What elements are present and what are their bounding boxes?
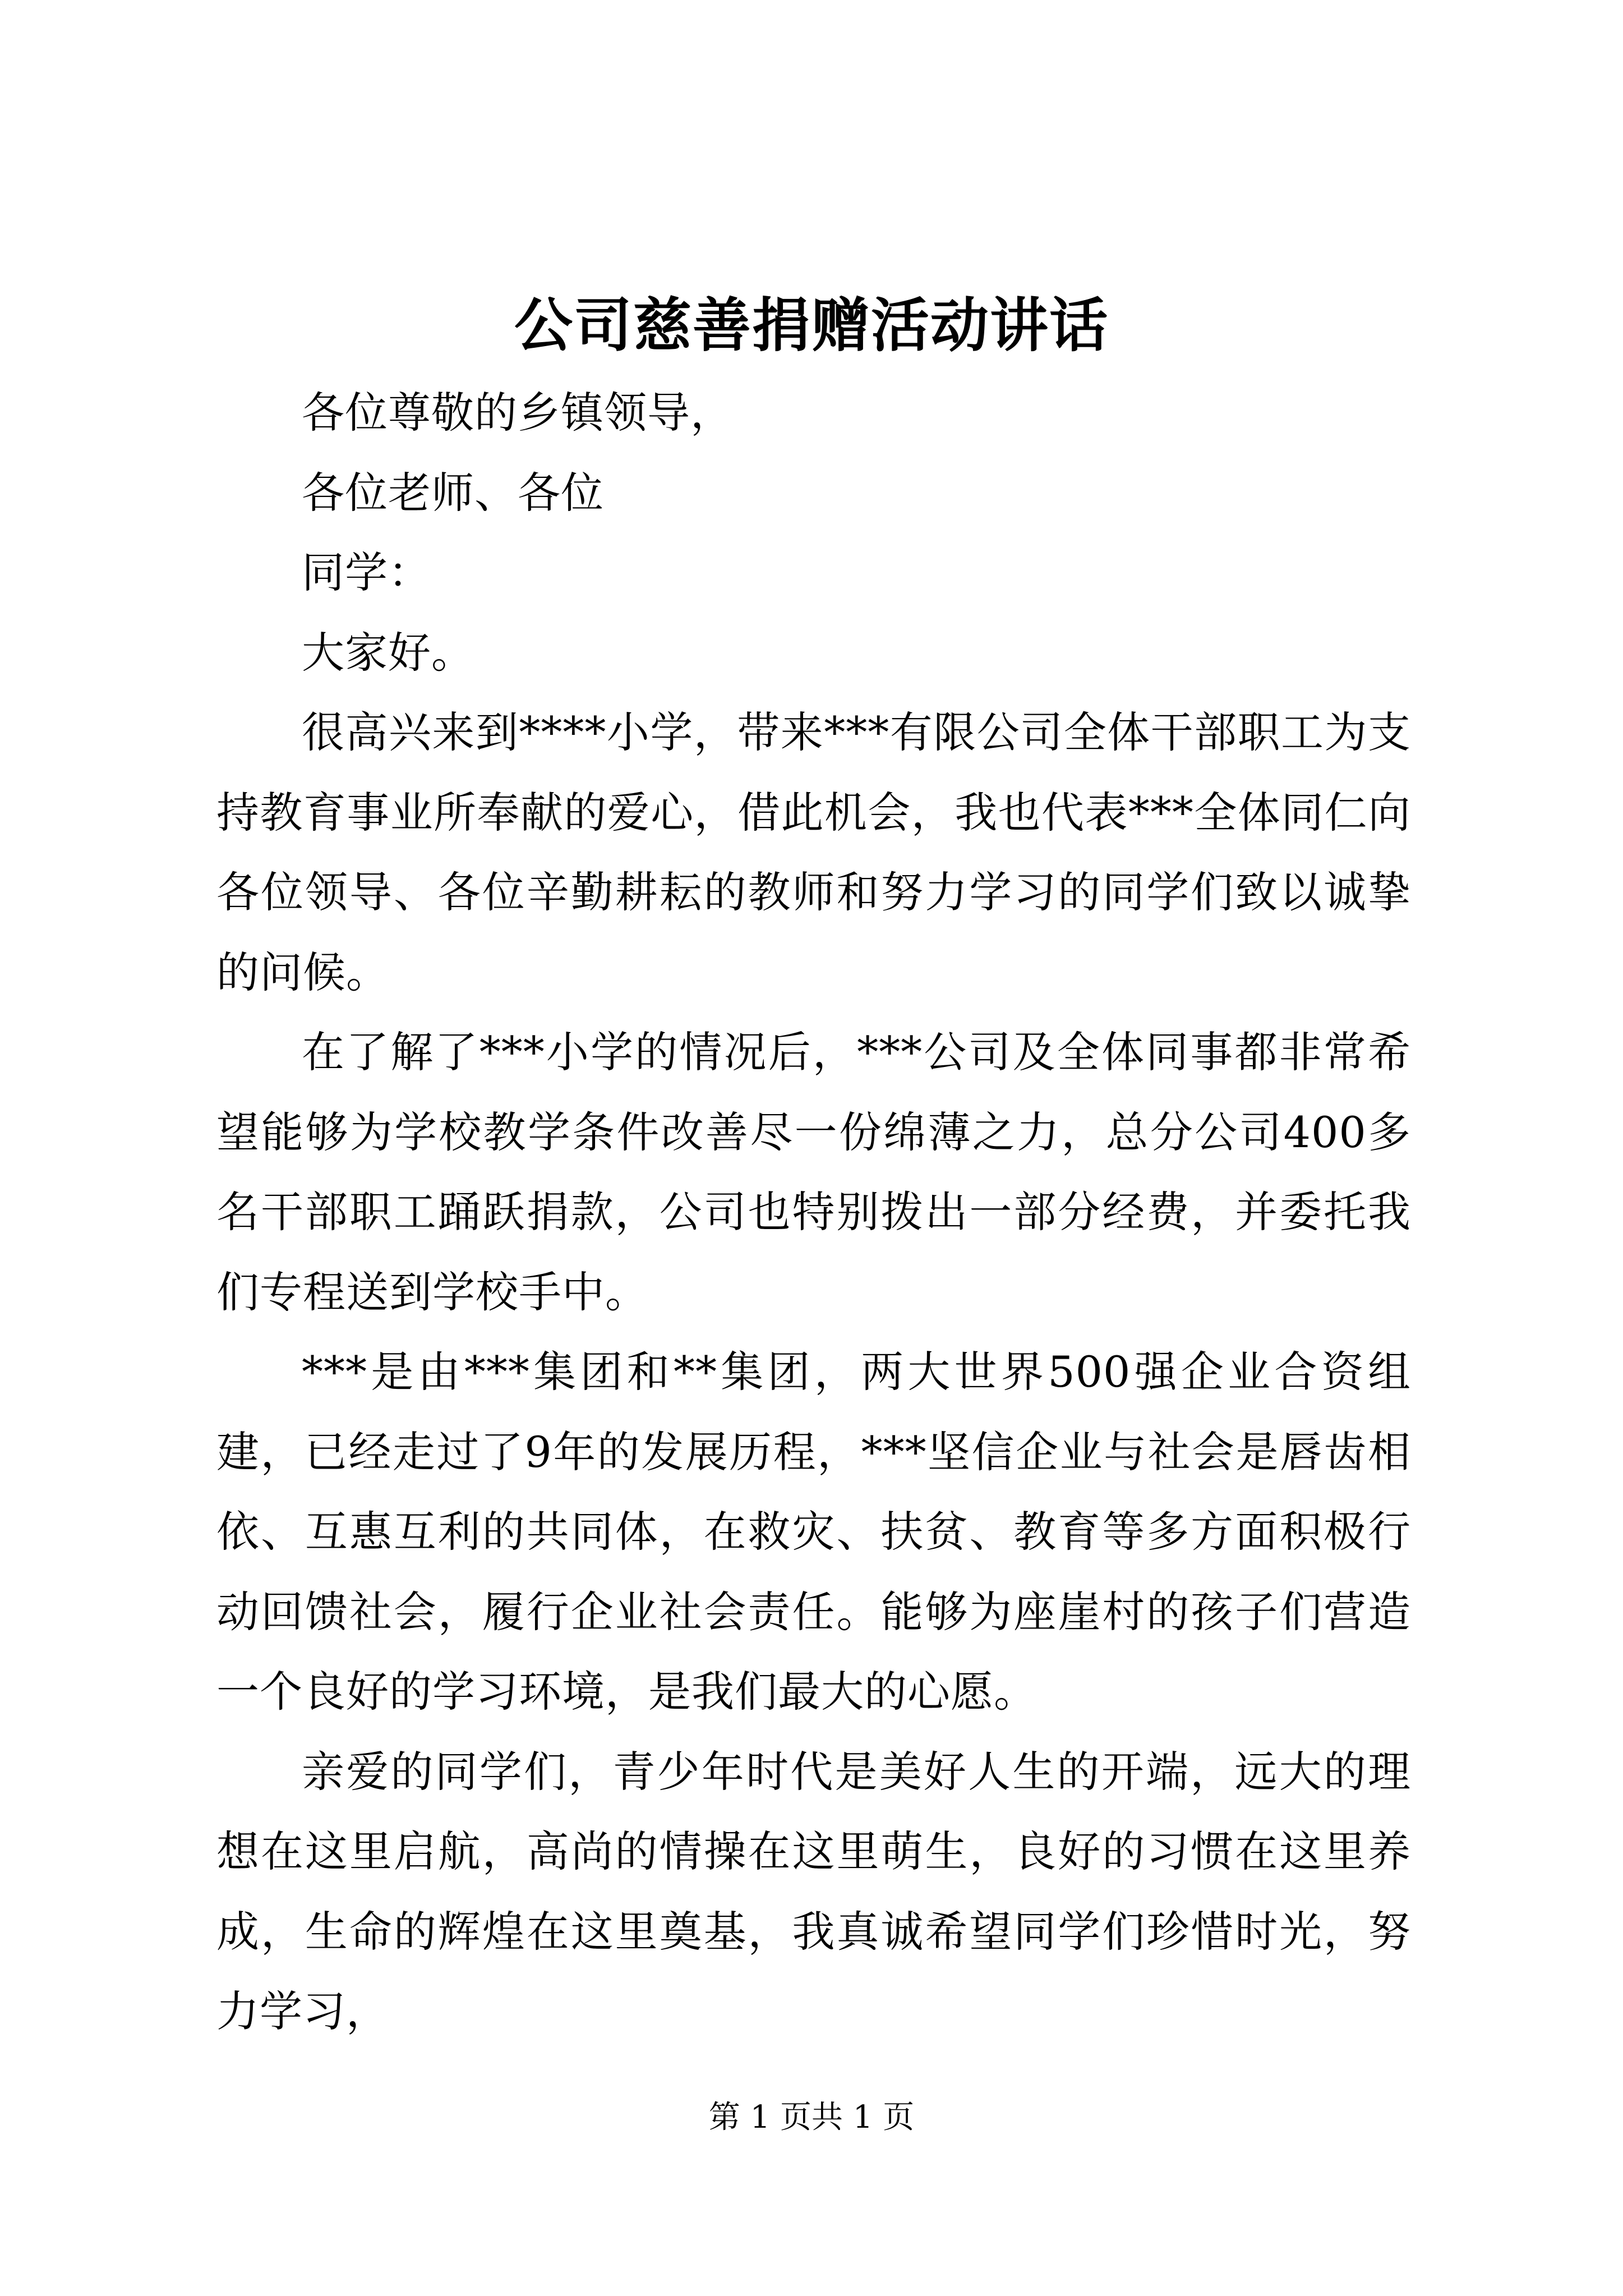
document-body [216, 373, 1411, 2052]
salutation-leaders: 各位尊敬的乡镇领导， [302, 388, 734, 438]
paragraph-students: 亲爱的同学们，青少年时代是美好人生的开端，远大的理想在这里启航，高尚的情操在这里萌生，良好的习惯在这里养成，生命的辉煌在这里奠基，我真诚希望同学们珍惜时光，努力学习， [216, 1746, 1411, 2036]
salutation-students: 同学： [302, 547, 431, 597]
page-total: 共 1 页 [811, 2099, 915, 2136]
document-title: 公司慈善捐赠活动讲话 [514, 291, 1109, 360]
salutation-teachers: 各位老师、各位 [302, 467, 604, 518]
paragraph-company: ***是由***集团和**集团，两大世界500强企业合资组建，已经走过了9年的发展历程，***坚信企业与社会是唇齿相依、互惠互利的共同体，在救灾、扶贫、教育等多方面积极行动回馈社会，履行企业社会责任。能够为座崖村的孩子们营造一个良好的学习环境，是我们最大的心愿。 [216, 1347, 1411, 1717]
paragraph-donation: 在了解了***小学的情况后，***公司及全体同事都非常希望能够为学校教学条件改善尽一份绵薄之力，总分公司400多名干部职工踊跃捐款，公司也特别拨出一部分经费，并委托我们专程送到学校手中。 [216, 1027, 1411, 1317]
page-number: 第 1 页 [708, 2099, 811, 2136]
paragraph-intro: 很高兴来到****小学，带来***有限公司全体干部职工为支持教育事业所奉献的爱心，借此机会，我也代表***全体同仁向各位领导、各位辛勤耕耘的教师和努力学习的同学们致以诚挚的问候。 [216, 707, 1411, 997]
page-footer [0, 2095, 1623, 2140]
greeting: 大家好。 [302, 627, 474, 678]
